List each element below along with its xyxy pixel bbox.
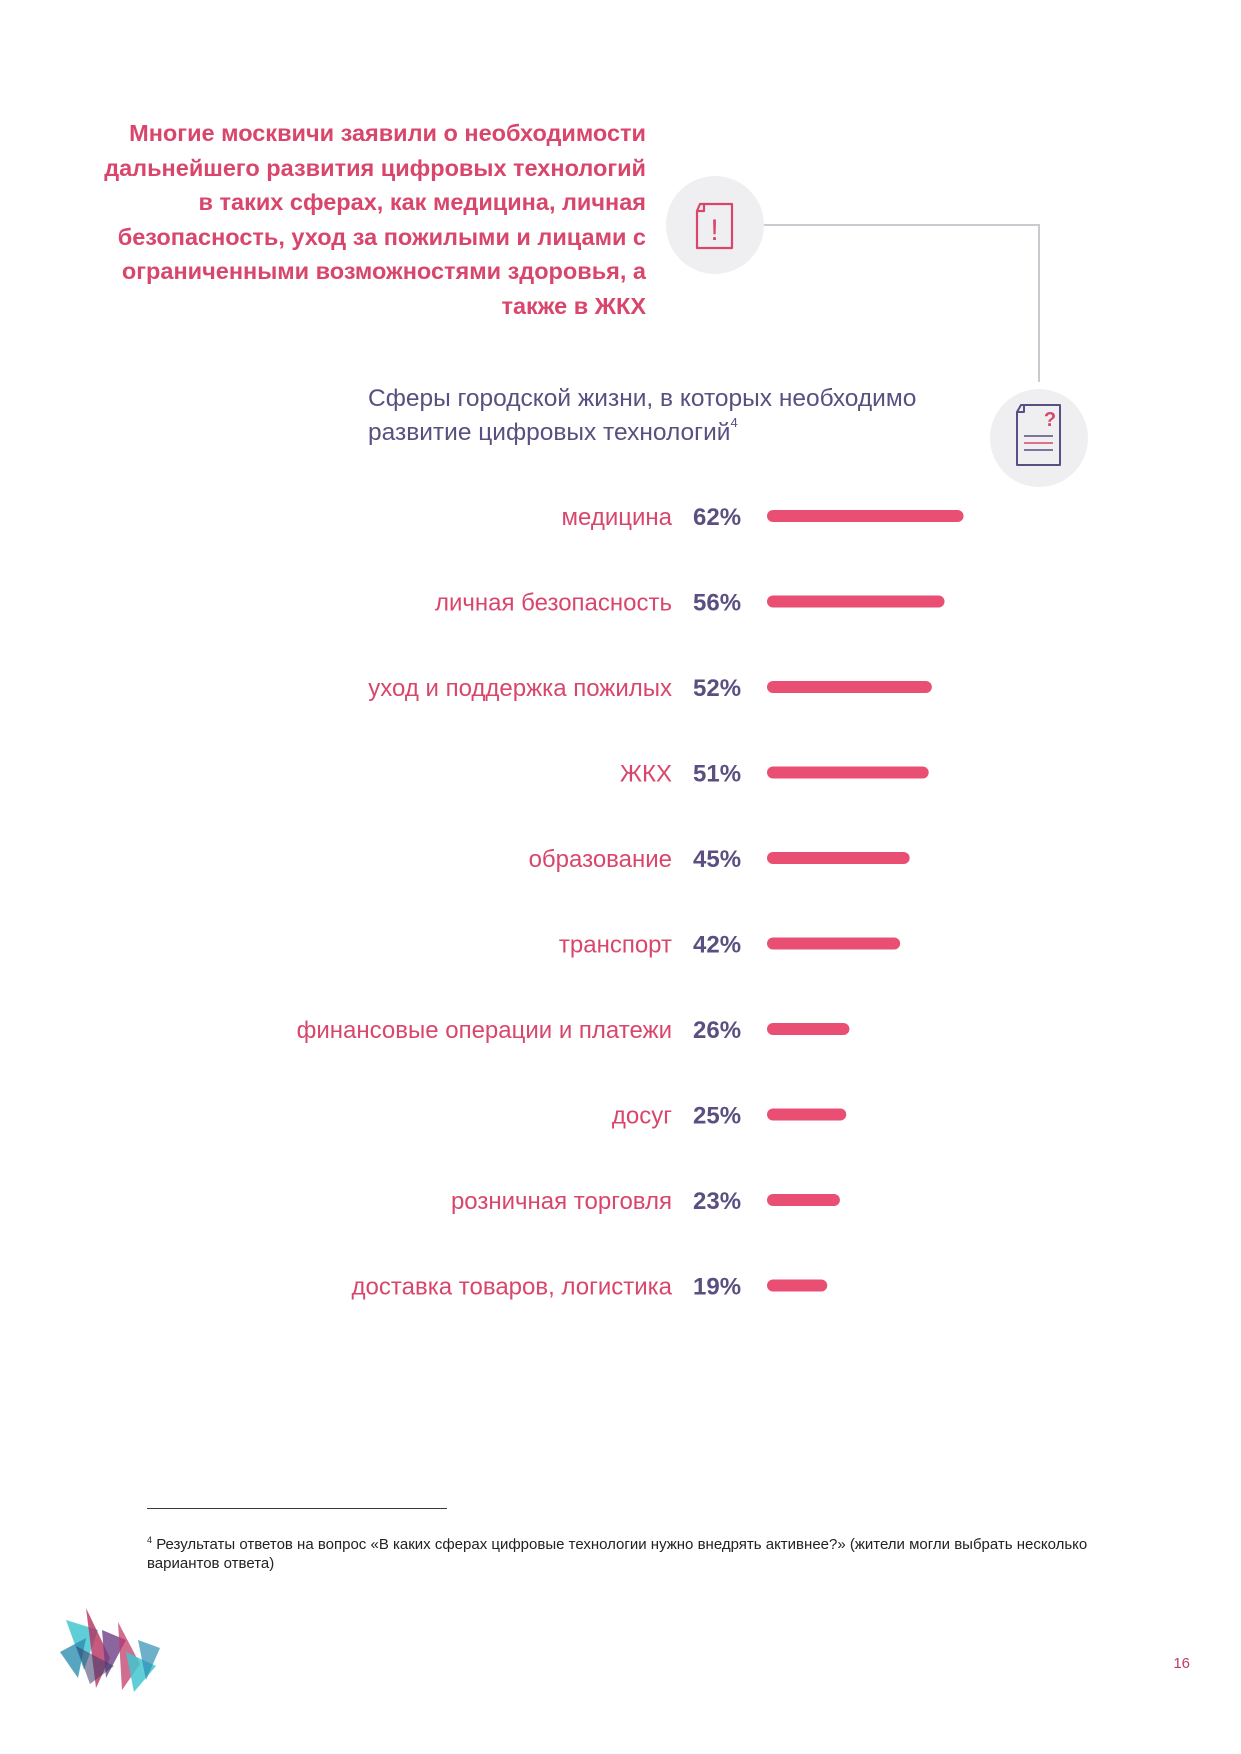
footnote-marker: 4 [147, 1535, 153, 1545]
value-label: 23% [693, 1188, 742, 1215]
category-label: финансовые операции и платежи [296, 1017, 672, 1044]
subtitle-footnote-ref: 4 [730, 415, 738, 430]
value-label: 25% [693, 1102, 742, 1130]
footnote-text: Результаты ответов на вопрос «В каких сферах цифровые технологии нужно внедрять активнее?» (жители могли выбрать несколько вариантов ответа) [147, 1536, 1088, 1572]
category-label: досуг [611, 1102, 672, 1130]
category-label: доставка товаров, логистика [351, 1273, 672, 1301]
logo-icon [56, 1600, 166, 1695]
footnote-divider [147, 1508, 447, 1509]
value-label: 42% [693, 931, 742, 959]
category-label: транспорт [558, 931, 672, 959]
category-label: ЖКХ [619, 760, 672, 788]
category-label: личная безопасность [435, 589, 672, 617]
page-number: 16 [1173, 1655, 1190, 1672]
value-label: 56% [693, 589, 742, 617]
exclamation-mark: ! [710, 214, 719, 247]
value-label: 26% [693, 1017, 742, 1044]
headline: Многие москвичи заявили о необходимости дальнейшего развития цифровых технологий в таких сферах, как медицина, личная безопасность, уход за пожилыми и лицами с ограниченными возможностями здоровья, а также в ЖКХ [104, 120, 646, 319]
value-label: 62% [693, 504, 742, 531]
value-label: 19% [693, 1273, 742, 1301]
category-label: медицина [561, 504, 672, 531]
value-label: 52% [693, 675, 742, 702]
footnote [147, 1535, 1127, 1573]
category-label: образование [528, 846, 672, 873]
category-label: розничная торговля [450, 1188, 672, 1215]
chart-subtitle-text: Сферы городской жизни, в которых необходимо развитие цифровых технологий [368, 385, 917, 446]
category-label: уход и поддержка пожилых [368, 675, 672, 702]
value-label: 45% [693, 846, 742, 873]
question-mark: ? [1043, 409, 1057, 431]
value-label: 51% [693, 760, 742, 788]
